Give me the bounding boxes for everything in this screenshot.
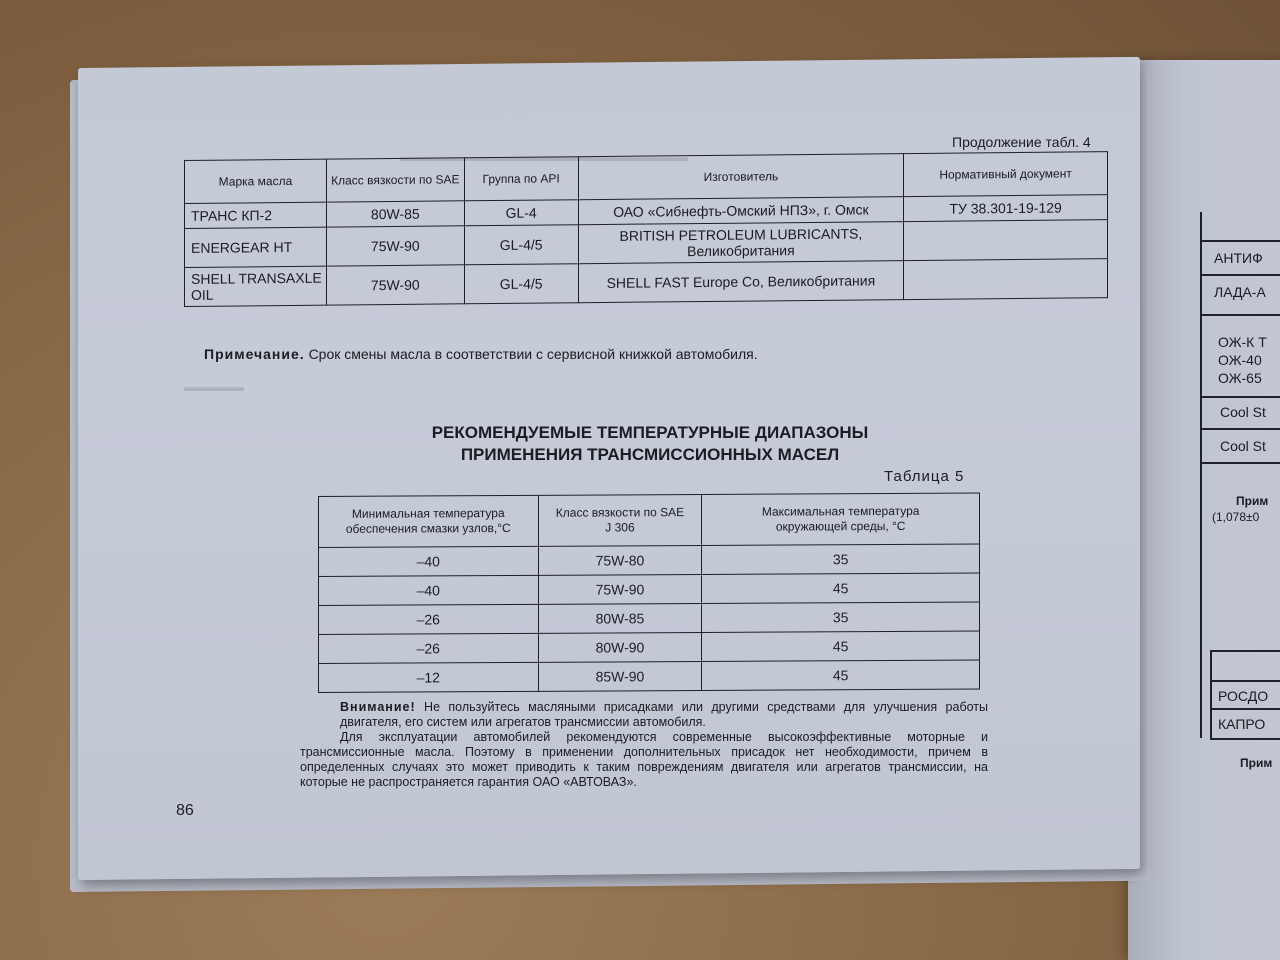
- continued-label: Продолжение табл. 4: [952, 134, 1091, 150]
- cell-sae: 75W-90: [538, 574, 702, 604]
- table-row: [319, 660, 980, 692]
- cell-max: 35: [702, 602, 980, 632]
- cell-min: –26: [319, 604, 539, 634]
- cell-brand: ENERGEAR HT: [185, 227, 327, 267]
- header-sae: Класс вязкости по SAE: [326, 158, 464, 202]
- cell-min: –40: [319, 546, 539, 576]
- right-table-rule: [1210, 708, 1280, 710]
- header-min-temp: Минимальная температура обеспечения смазки узлов,°С: [319, 495, 539, 547]
- right-cell: КАПРО: [1218, 716, 1266, 732]
- header-api: Группа по API: [464, 157, 578, 201]
- cell-sae: 75W-90: [326, 265, 464, 305]
- note-label: Примечание.: [204, 346, 305, 362]
- cell-brand: ТРАНС КП-2: [185, 202, 327, 228]
- cell-sae: 75W-80: [538, 545, 702, 575]
- show-through-text: ▬▬▬▬▬: [184, 380, 244, 394]
- cell-doc: [904, 220, 1108, 261]
- cell-sae: 80W-90: [538, 632, 702, 662]
- oil-table: [184, 151, 1108, 307]
- right-table-rule: [1200, 274, 1280, 276]
- warning-text-2: Для эксплуатации автомобилей рекомендуются современные высокоэффективные моторные и трансмиссионные масла. Поэтому в применении дополнительных присадок нет необходимости, причем в определенных случаях это может приводить к таким повреждениям двигателя или агрегатов трансмиссии, на которые не распространяется гарантия ОАО «АВТОВАЗ».: [300, 730, 988, 789]
- warning-line: [300, 700, 988, 730]
- right-cell: ОЖ-К Т: [1218, 334, 1267, 350]
- right-note-value: (1,078±0: [1212, 510, 1260, 524]
- cell-sae: 80W-85: [538, 603, 702, 633]
- note-text: Срок смены масла в соответствии с сервисной книжкой автомобиля.: [308, 346, 758, 362]
- cell-max: 45: [702, 573, 980, 603]
- right-table-border: [1210, 650, 1212, 740]
- heading-line-2: ПРИМЕНЕНИЯ ТРАНСМИССИОННЫХ МАСЕЛ: [460, 445, 840, 464]
- right-table-rule: [1200, 462, 1280, 464]
- right-table-rule: [1210, 650, 1280, 652]
- cell-api: GL-4/5: [464, 225, 578, 265]
- right-table-rule: [1210, 738, 1280, 740]
- right-table-rule: [1200, 396, 1280, 398]
- table-row: [319, 573, 980, 605]
- cell-doc: ТУ 38.301-19-129: [904, 195, 1108, 222]
- cell-max: 45: [702, 660, 980, 690]
- table-row: [319, 544, 980, 576]
- right-cell: ОЖ-65: [1218, 370, 1262, 386]
- table-row: [319, 602, 980, 634]
- cell-min: –12: [319, 662, 539, 692]
- right-cell: Cool St: [1220, 438, 1266, 454]
- right-table-rule: [1200, 428, 1280, 430]
- right-table-rule: [1200, 240, 1280, 242]
- cell-maker: BRITISH PETROLEUM LUBRICANTS, Великобритания: [578, 222, 904, 264]
- temperature-table: [318, 493, 980, 693]
- page-number: 86: [176, 802, 194, 819]
- right-note-label: Прим: [1240, 756, 1273, 770]
- right-cell: РОСДО: [1218, 688, 1269, 704]
- cell-sae: 80W-85: [326, 201, 464, 227]
- table-note: [204, 346, 758, 362]
- header-brand: Марка масла: [185, 159, 327, 203]
- header-max-temp: Максимальная температура окружающей среды, °С: [702, 493, 980, 545]
- cell-max: 45: [702, 631, 980, 661]
- table-row: [185, 259, 1108, 307]
- section-heading: [330, 422, 970, 466]
- right-cell: ОЖ-40: [1218, 352, 1262, 368]
- table-row: [319, 631, 980, 663]
- table-number: Таблица 5: [884, 468, 965, 485]
- cell-sae: 75W-90: [326, 226, 464, 266]
- right-table-rule: [1200, 314, 1280, 316]
- warning-text-1: Не пользуйтесь масляными присадками или другими средствами для улучшения работы двигателя, его систем или агрегатов трансмиссии автомобиля.: [340, 700, 988, 729]
- cell-maker: ОАО «Сибнефть-Омский НПЗ», г. Омск: [578, 197, 904, 225]
- table-header-row: [319, 493, 980, 547]
- cell-max: 35: [702, 544, 980, 574]
- header-doc: Нормативный документ: [904, 152, 1108, 197]
- cell-api: GL-4: [464, 200, 578, 226]
- right-cell: ЛАДА-А: [1214, 284, 1266, 300]
- cell-maker: SHELL FAST Europe Co, Великобритания: [578, 261, 904, 303]
- warning-paragraph: [300, 700, 988, 790]
- right-cell: Cool St: [1220, 404, 1266, 420]
- header-sae-class: Класс вязкости по SAE J 306: [538, 494, 702, 546]
- cell-doc: [904, 259, 1108, 300]
- cell-sae: 85W-90: [538, 661, 702, 691]
- cell-api: GL-4/5: [464, 264, 578, 304]
- header-maker: Изготовитель: [578, 154, 904, 200]
- heading-line-1: РЕКОМЕНДУЕМЫЕ ТЕМПЕРАТУРНЫЕ ДИАПАЗОНЫ: [431, 423, 869, 442]
- warning-label: Внимание!: [340, 700, 416, 714]
- right-table-rule: [1210, 680, 1280, 682]
- cell-min: –40: [319, 575, 539, 605]
- right-note-label: Прим: [1236, 494, 1269, 508]
- cell-brand: SHELL TRANSAXLE OIL: [185, 266, 327, 306]
- cell-min: –26: [319, 633, 539, 663]
- show-through-text: ▬▬▬▬▬▬▬▬▬▬▬▬▬▬▬▬▬▬▬▬▬▬▬▬: [400, 150, 688, 164]
- right-cell: АНТИФ: [1214, 250, 1263, 266]
- right-table-border: [1200, 212, 1202, 738]
